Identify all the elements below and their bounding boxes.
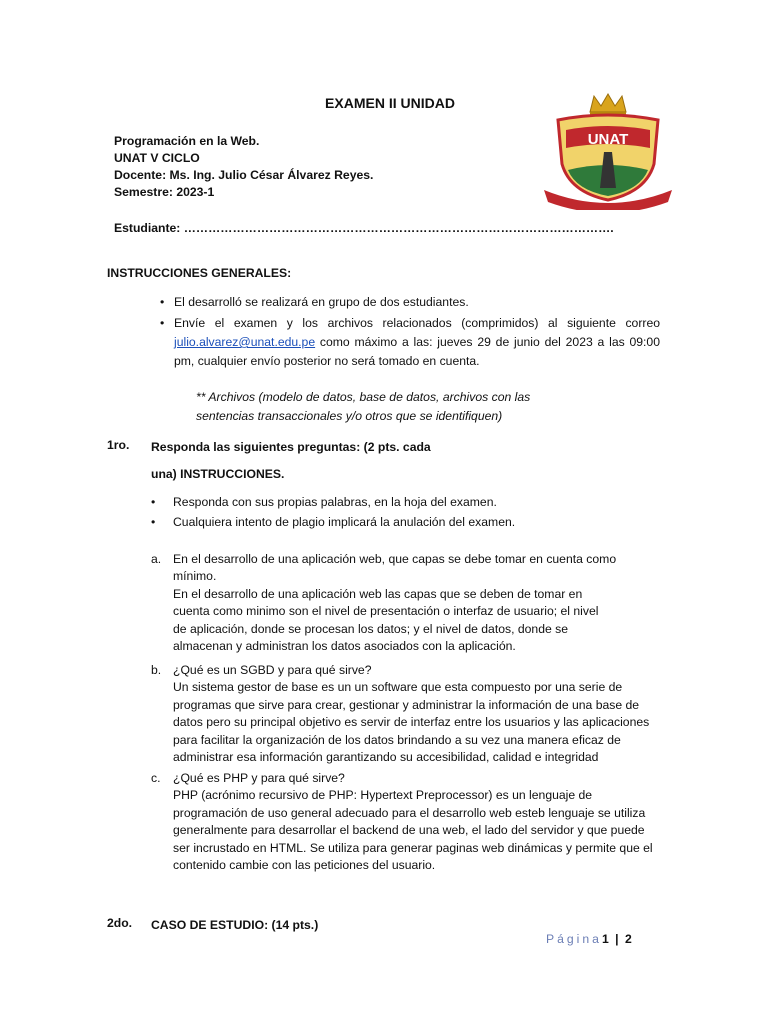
teacher-name: Docente: Ms. Ing. Julio César Álvarez Reyes. <box>114 168 374 182</box>
question-1-instructions <box>151 492 651 532</box>
exam-title: EXAMEN II UNIDAD <box>325 95 455 111</box>
question-b: b. ¿Qué es un SGBD y para qué sirve? Un sistema gestor de base es un un software que esta compuesto por una serie de programas que sirve para crear, gestionar y administrar la información de una base de datos pero su principal objetivo es servir de interfaz entre los usuarios y las aplicaciones para facilitar la organización de los datos brindando a su vez una manera eficaz de administrar esa información garantizando su accesibilidad, calidad e integridad <box>151 663 650 765</box>
page-number: 1 <box>601 932 609 946</box>
list-item: • El desarrolló se realizará en grupo de dos estudiantes. <box>160 293 660 312</box>
course-cycle: UNAT V CICLO <box>114 151 200 165</box>
page-separator: | <box>615 932 619 946</box>
semester: Semestre: 2023-1 <box>114 185 215 199</box>
question-a: a. En el desarrollo de una aplicación web, que capas se debe tomar en cuenta como mínimo. En el desarrollo de una aplicación web las capas que se deben de tomar en cuenta como minimo son el nivel de presentación o interfaz de usuario; el nivel de aplicación, donde se procesan los datos; y el nivel de datos, donde se almacenan y administran los datos asociados con la aplicación. <box>151 552 617 654</box>
course-name: Programación en la Web. <box>114 134 260 148</box>
svg-text:UNAT: UNAT <box>587 131 629 148</box>
student-line: Estudiante: ……………………………………………………………………………………………. <box>114 221 614 235</box>
list-item: • Cualquiera intento de plagio implicará la anulación del examen. <box>151 512 651 532</box>
question-2-title: CASO DE ESTUDIO: (14 pts.) <box>151 918 319 932</box>
page-label: Página <box>546 932 602 946</box>
unat-logo-icon <box>538 92 678 210</box>
page-total: 2 <box>624 932 632 946</box>
question-1-line2: una) INSTRUCCIONES. <box>151 467 285 481</box>
instructions-title: INSTRUCCIONES GENERALES: <box>107 266 292 280</box>
question-2-number: 2do. <box>107 916 133 930</box>
question-1-line1: Responda las siguientes preguntas: (2 pts. cada <box>151 440 431 454</box>
question-1-number: 1ro. <box>107 438 130 452</box>
page-footer <box>546 932 632 946</box>
list-item: • Envíe el examen y los archivos relacionados (comprimidos) al siguiente correo julio.alvarez@unat.edu.pe como máximo a las: jueves 29 de junio del 2023 a las 09:00 pm, cualquier envío posterior no será tomado en cuenta. <box>160 314 660 371</box>
question-c: c. ¿Qué es PHP y para qué sirve? PHP (acrónimo recursivo de PHP: Hypertext Preprocessor) es un lenguaje de programación de uso general adecuado para el desarrollo web esteb lenguaje se utiliza generalmente para desarrollar el backend de una web, el lado del servidor y que puede ser incrustado en HTML. Se utiliza para generar paginas web dinámicas y permite que el contenido cambie con las peticiones del usuario. <box>151 771 653 873</box>
general-instructions-list <box>160 293 660 371</box>
email-link[interactable]: julio.alvarez@unat.edu.pe <box>174 335 316 349</box>
files-note: ** Archivos (modelo de datos, base de datos, archivos con las sentencias transaccionales y/o otros que se identifiquen) <box>196 390 531 423</box>
list-item: • Responda con sus propias palabras, en la hoja del examen. <box>151 492 651 512</box>
